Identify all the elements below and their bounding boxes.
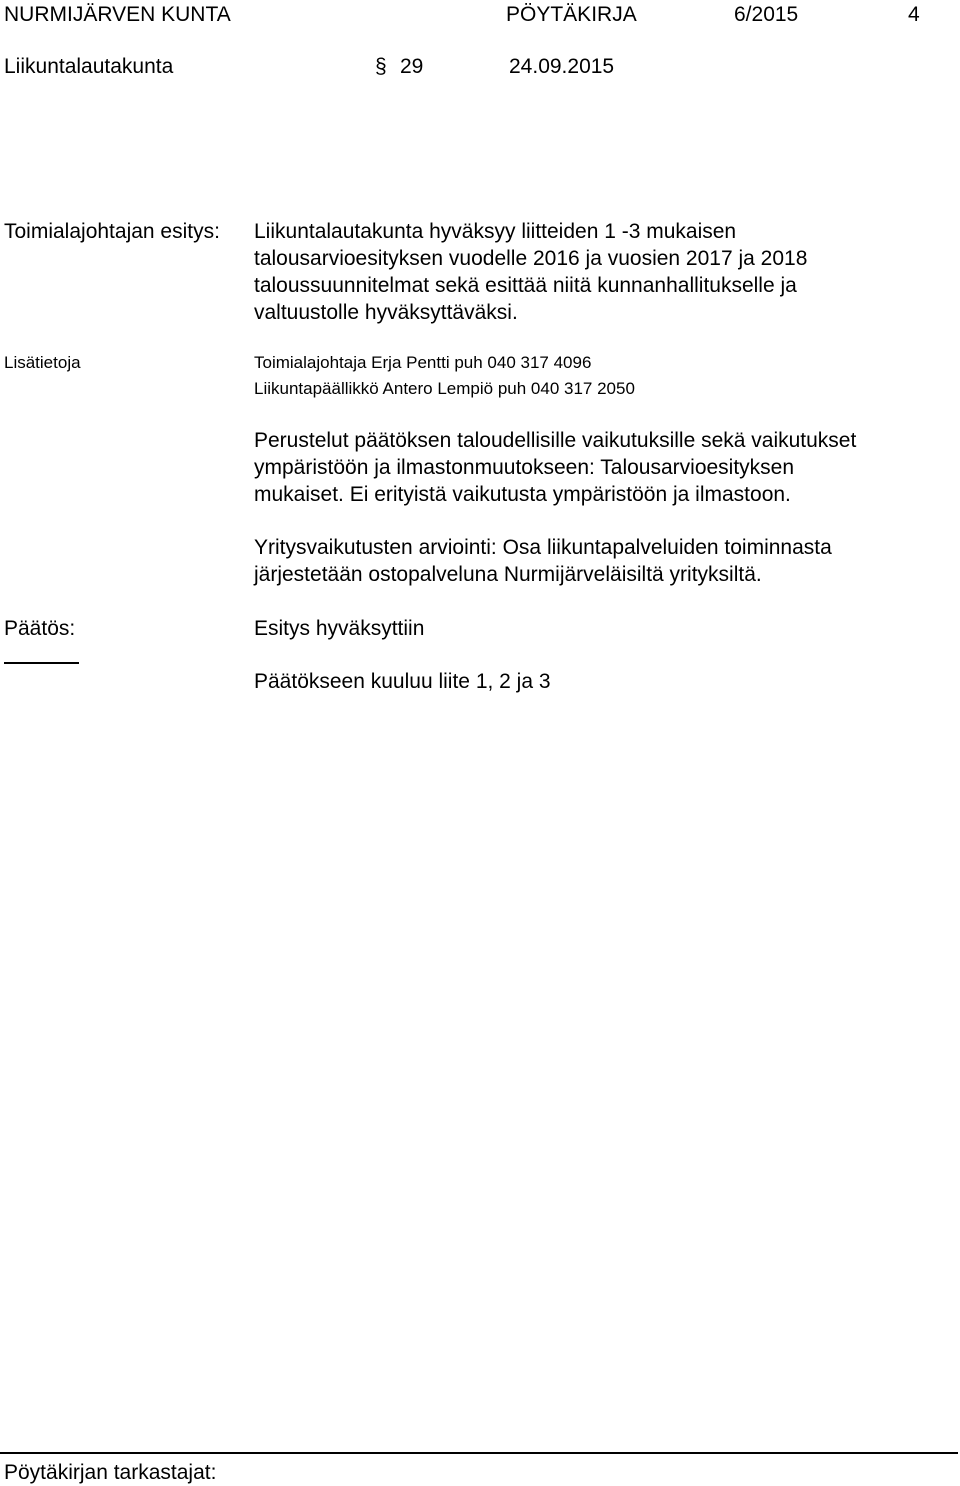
proposal-line: valtuustolle hyväksyttäväksi.	[254, 301, 518, 324]
business-impact-line: järjestetään ostopalveluna Nurmijärveläisiltä yrityksiltä.	[254, 563, 762, 586]
decision-underline	[4, 662, 79, 664]
decision-attachments: Päätökseen kuuluu liite 1, 2 ja 3	[254, 670, 551, 693]
business-impact-line: Yritysvaikutusten arviointi: Osa liikuntapalveluiden toiminnasta	[254, 536, 832, 559]
proposal-line: taloussuunnitelmat sekä esittää niitä kunnanhallitukselle ja	[254, 274, 797, 297]
justification-line: mukaiset. Ei erityistä vaikutusta ympäristöön ja ilmastoon.	[254, 483, 791, 506]
footer-divider	[0, 1452, 958, 1454]
contacts-label: Lisätietoja	[4, 353, 81, 372]
justification-line: ympäristöön ja ilmastonmuutokseen: Talousarvioesityksen	[254, 456, 795, 479]
page-number: 4	[908, 3, 920, 26]
proposal-label: Toimialajohtajan esitys:	[4, 220, 220, 243]
document-type: PÖYTÄKIRJA	[506, 3, 637, 26]
justification-line: Perustelut päätöksen taloudellisille vaikutuksille sekä vaikutukset	[254, 429, 857, 452]
decision-text: Esitys hyväksyttiin	[254, 617, 425, 640]
section-number: 29	[400, 55, 424, 78]
document-number: 6/2015	[734, 3, 799, 26]
municipality-name: NURMIJÄRVEN KUNTA	[4, 3, 231, 26]
contact-line: Liikuntapäällikkö Antero Lempiö puh 040 317 2050	[254, 379, 635, 398]
footer-reviewers-label: Pöytäkirjan tarkastajat:	[4, 1461, 217, 1484]
decision-label: Päätös:	[4, 617, 76, 640]
meeting-date: 24.09.2015	[509, 55, 615, 78]
proposal-line: Liikuntalautakunta hyväksyy liitteiden 1 -3 mukaisen	[254, 220, 737, 243]
proposal-line: talousarvioesityksen vuodelle 2016 ja vuosien 2017 ja 2018	[254, 247, 808, 270]
board-name: Liikuntalautakunta	[4, 55, 174, 78]
section-symbol: §	[375, 55, 387, 78]
contact-line: Toimialajohtaja Erja Pentti puh 040 317 4096	[254, 353, 592, 372]
